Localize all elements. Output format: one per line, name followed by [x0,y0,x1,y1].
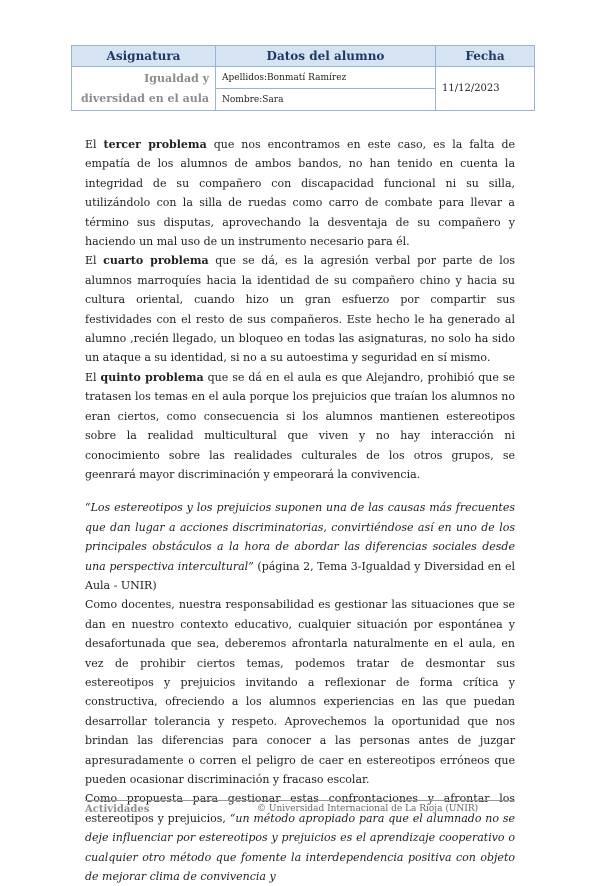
fourth-problem-heading: cuarto problema [103,254,209,268]
para1-text: que nos encontramos en este caso, es la falta de empatía de los alumnos de ambos bandos, no han tenido en cuenta la integridad de su compañero con discapacidad funcional ni su silla, utilizándolo con la silla de ruedas como carro de combate para llevar a término sus disputas, aprovechando la desventaja de su compañero y haciendo un mal uso de un instrumento necesario para él. [85,138,516,249]
col-student-label: Datos del alumno [216,46,436,67]
para5-quote: “un método apropiado para que el alumnado no se deje influenciar por estereotipos y prejuicios es el aprendizaje cooperativo o cualquier otro método que fomente la interdependencia positiva con objeto de mejorar clima de convivencia y [85,811,515,884]
paragraph-fourth-problem [85,251,515,367]
fifth-problem-heading: quinto problema [100,370,204,384]
third-problem-heading: tercer problema [103,138,207,151]
para2-pre: El [85,254,104,268]
para3-pre: El [85,370,101,384]
footer-divider [85,800,515,801]
footer-copyright: © Universidad Internacional de La Rioja (UNIR) [257,804,479,814]
para2-text: que se dá, es la agresión verbal por parte de los alumnos marroquíes hacia la identidad de su compañero chino y hacia su cultura oriental, cuando hizo un gran esfuerzo por compartir sus festividades con el resto de sus compañeros. Este hecho le ha generado al alumno ,recién llegado, un bloqueo en todas las asignaturas, no solo ha sido un ataque a su identidad, si no a su autoestima y seguridad en sí mismo. [85,254,515,365]
col-date-label: Fecha [436,46,535,67]
footer-activities: Actividades [85,804,150,815]
quote-source: (página 2, Tema 3-Igualdad y Diversidad en el Aula - UNIR) [85,559,515,592]
para1-pre: El [85,138,104,151]
quote-paragraph [85,498,515,595]
date-value: 11/12/2023 [436,67,535,111]
paragraph-teachers: Como docentes, nuestra responsabilidad es gestionar las situaciones que se dan en nuestro contexto educativo, cualquier situación por espontánea y desafortunada que sea, deberemos afrontarla naturalmente en el aula, en vez de prohibir ciertos temas, podemos tratar de desmontar sus estereotipos y prejuicios invitando a reflexionar de forma crítica y constructiva, ofreciendo a los alumnos experiencias en las que puedan desarrollar tolerancia y respeto. Aprovechemos la oportunidad que nos brindan las diferencias para conocer a las personas antes de juzgar apresuradamente o corren el peligro de caer en estereotipos erróneos que pueden ocasionar discriminación y fracaso escolar. [85,598,515,786]
surnames-value: Apellidos:Bonmatí Ramírez [216,67,436,89]
header-row [72,46,535,67]
document-body [85,135,515,886]
quote-text: “Los estereotipos y los prejuicios suponen una de las causas más frecuentes que dan lugar a acciones discriminatorias, convirtiéndose así en uno de los principales obstáculos a la hora de abordar las diferencias sociales desde una perspectiva intercultural” [85,501,515,573]
subject-value: Igualdad y diversidad en el aula [72,67,216,111]
para5-pre: Como propuesta para gestionar estas confrontaciones y afrontar los estereotipos y prejuicios, [85,792,515,825]
col-subject-label: Asignatura [72,46,216,67]
paragraph-fifth-problem [85,368,515,484]
para3-text: que se dá en el aula es que Alejandro, prohibió que se tratasen los temas en el aula porque los prejuicios que traían los alumnos no eran ciertos, como consecuencia si los alumnos mantienen estereotipos sobre la realidad multicultural que viven y no hay interacción ni conocimiento sobre las realidades culturales de los otros grupos, se geenrará mayor discriminación y empeorará la convivencia. [85,370,516,481]
paragraph-third-problem [85,135,515,251]
header-table [71,45,535,111]
name-value: Nombre:Sara [216,89,436,111]
